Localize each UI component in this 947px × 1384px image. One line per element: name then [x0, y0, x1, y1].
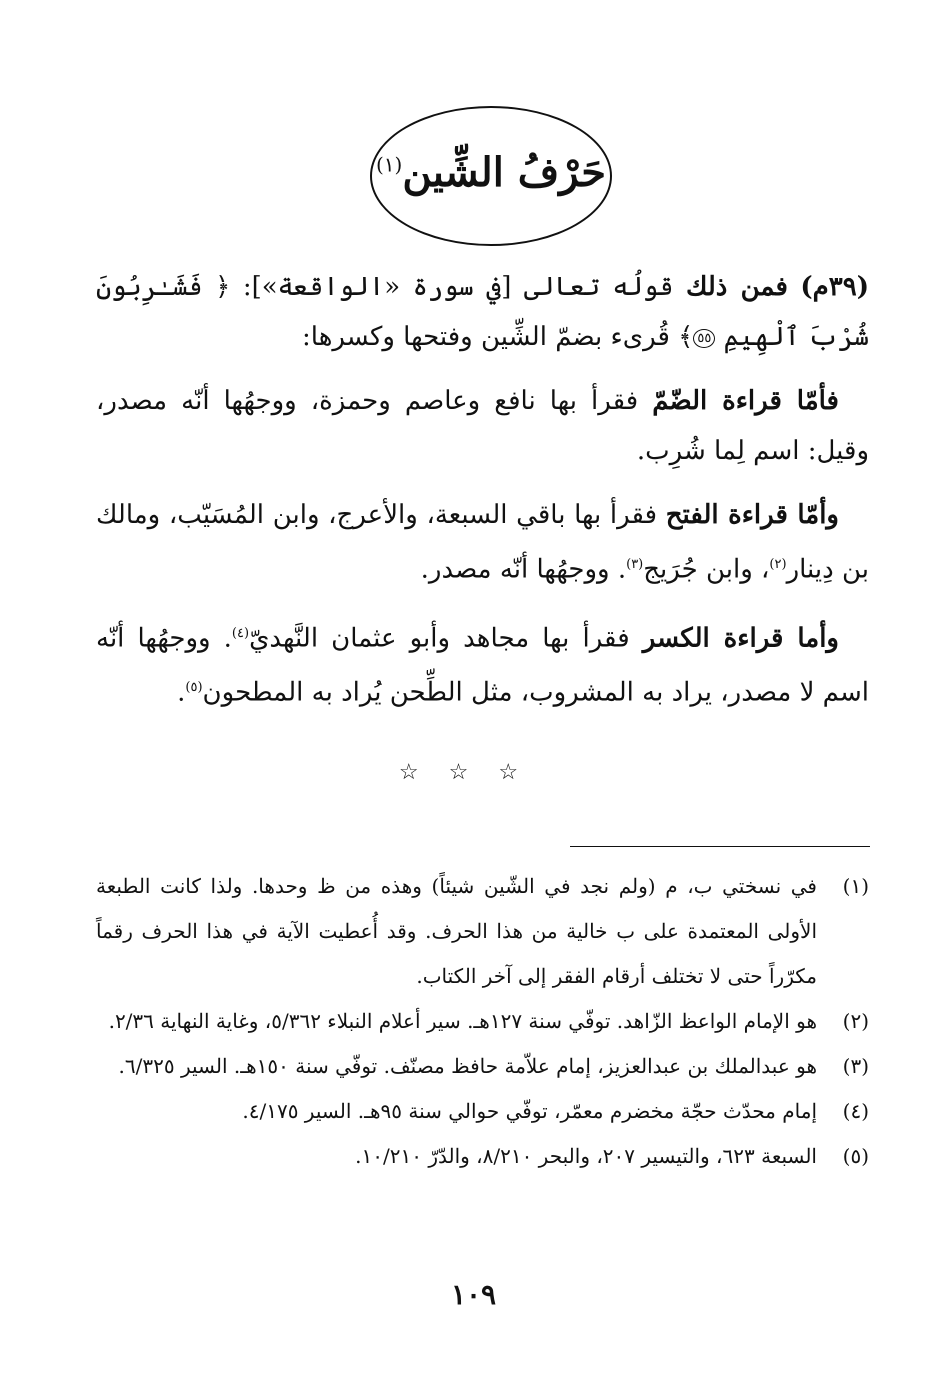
paragraph-kasra-reading: [96, 609, 869, 718]
footnotes: [96, 864, 869, 1179]
paragraph-verse: [96, 262, 869, 362]
main-text: [96, 262, 869, 732]
chapter-title: [375, 149, 607, 196]
footnote-number: (٤): [842, 1099, 869, 1123]
footnote-item: [96, 1044, 869, 1089]
footnote-item: [96, 864, 869, 999]
chapter-title-frame: [370, 106, 612, 246]
paragraph-damma-reading: [96, 376, 869, 476]
lead-phrase: فمن ذلك: [685, 272, 788, 302]
kasra-text-1: فقرأ بها مجاهد وأبو عثمان النَّهديّ: [249, 623, 643, 654]
footnote-item: [96, 1134, 869, 1179]
damma-heading: فأمّا قراءة الضّمّ: [652, 386, 839, 416]
footnote-item: [96, 999, 869, 1044]
title-footnote-ref: (١): [375, 152, 403, 177]
quran-verse: فَشَـٰرِبُونَ شُرْبَ ٱلْهِيمِ: [96, 272, 869, 352]
verse-close-bracket: ﴾: [678, 322, 694, 352]
ayah-number: ٥٥: [693, 329, 715, 348]
footnote-number: (٢): [842, 1009, 869, 1033]
footnote-text: إمام محدّث حجّة مخضرم معمّر، توفّي حوالي سنة ٩٥هـ. السير ٤/١٧٥.: [242, 1099, 817, 1123]
kasra-text-2: . ووجهُها أنّه اسم لا مصدر، يراد به المشروب، مثل الطِّحن يُراد به المطحون: [96, 623, 869, 708]
footnote-text: في نسختي ب، م (ولم نجد في الشّين شيئاً) وهذه من ظ وحدها. ولذا كانت الطبعة الأولى المعتمدة على ب خالية من هذا الحرف. وقد أُعطيت الآية في هذا الحرف رقماً مكرّراً حتى لا تختلف أرقام الفقر إلى آخر الكتاب.: [96, 874, 817, 988]
page-number: ١٠٩: [450, 1278, 497, 1311]
verse-open-bracket: ﴿: [215, 272, 231, 302]
footnote-ref-5: (٥): [185, 680, 203, 696]
footnote-item: [96, 1089, 869, 1134]
footnote-ref-3: (٣): [626, 557, 644, 572]
footnote-number: (٣): [842, 1054, 869, 1078]
footnote-number: (٥): [842, 1144, 869, 1168]
footnote-text: هو الإمام الواعظ الزّاهد. توفّي سنة ١٢٧هـ. سير أعلام النبلاء ٥/٣٦٢، وغاية النهاية ٢/٣٦.: [108, 1009, 817, 1033]
kasra-heading: وأما قراءة الكسر: [642, 623, 839, 654]
footnote-text: هو عبدالملك بن عبدالعزيز، إمام علاّمة حافظ مصنّف. توفّي سنة ١٥٠هـ. السير ٦/٣٢٥.: [118, 1054, 817, 1078]
footnote-number: (١): [842, 874, 869, 898]
footnote-ref-2: (٢): [769, 557, 787, 572]
section-separator-stars: [0, 760, 947, 785]
fatha-text-1: فقرأ بها باقي السبعة، والأعرج، وابن المُسَيّب، ومالك بن دِينار: [96, 500, 869, 585]
footnote-text: السبعة ٦٢٣، والتيسير ٢٠٧، والبحر ٨/٢١٠، والدّرّ ١٠/٢١٠.: [355, 1144, 817, 1168]
footnote-ref-4: (٤): [231, 625, 250, 641]
paragraph-fatha-reading: [96, 490, 869, 595]
entry-number: (٣٩م): [800, 272, 870, 302]
star-icon: ☆: [448, 760, 499, 785]
chapter-title-text: حَرْفُ الشِّين: [402, 149, 607, 196]
star-icon: ☆: [398, 760, 449, 785]
damma-text: فقرأ بها نافع وعاصم وحمزة، ووجهُها أنّه مصدر، وقيل: اسم لِما شُرِب.: [96, 386, 869, 466]
kasra-text-3: .: [177, 677, 186, 708]
readings-intro: قُرىء بضمّ الشِّين وفتحها وكسرها:: [302, 322, 679, 352]
fatha-text-3: . ووجهُها أنّه مصدر.: [420, 554, 627, 585]
fatha-text-2: ، وابن جُرَيج: [643, 554, 770, 585]
fatha-heading: وأمّا قراءة الفتح: [665, 500, 839, 530]
footnote-divider: [570, 846, 870, 847]
intro-text: قولُه تعالى [في سورة «الواقعة»]:: [230, 272, 686, 302]
star-icon: ☆: [498, 760, 549, 785]
